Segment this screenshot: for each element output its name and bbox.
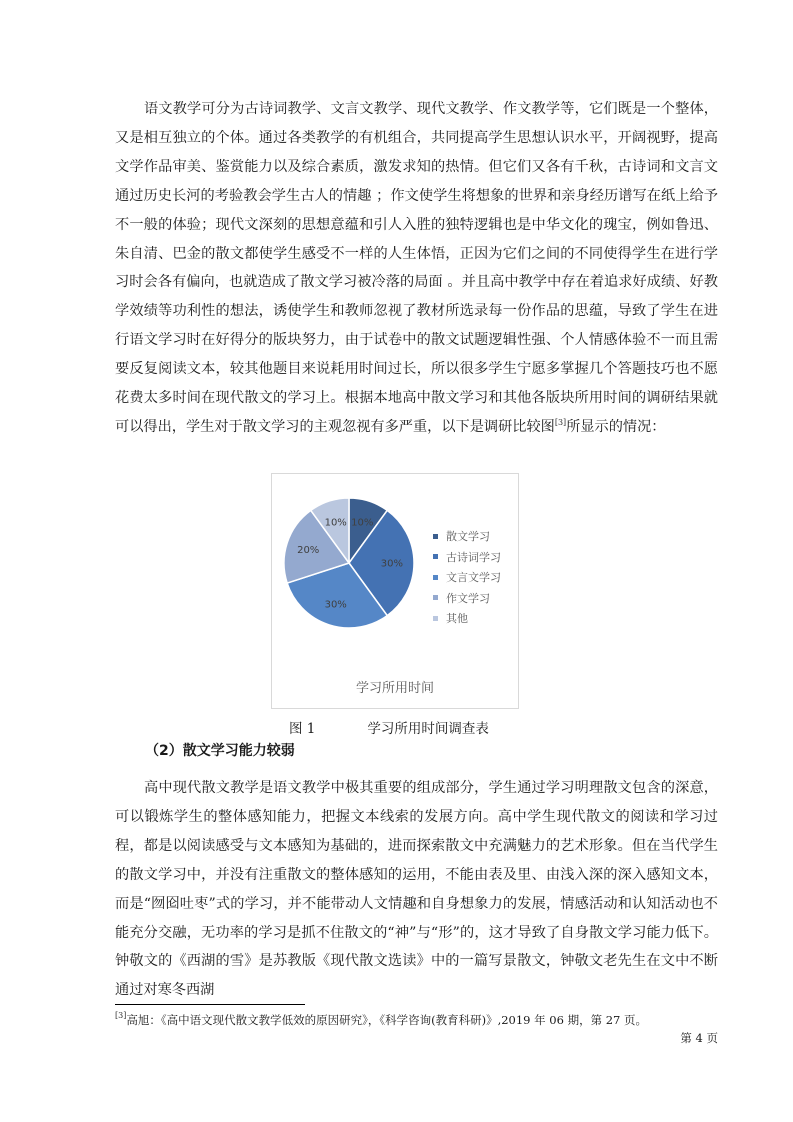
page-number: 第 4 页 [680,1031,718,1045]
chart-legend [433,526,501,629]
para1-text: 语文教学可分为古诗词教学、文言文教学、现代文教学、作文教学等，它们既是一个整体，又是相互独立的个体。通过各类教学的有机组合，共同提高学生思想认识水平，开阔视野，提高文学作品审美、鉴赏能力以及综合素质，激发求知的热情。但它们又各有千秋，古诗词和文言文通过历史长河的考验教会学生古人的情趣 ；作文使学生将想象的世界和亲身经历谱写在纸上给予不一般的体验；现代文深刻的思想意蕴和引人入胜的独特逻辑也是中华文化的瑰宝，例如鲁迅、朱自清、巴金的散文都使学生感受不一样的人生体悟，正因为它们之间的不同使得学生在进行学习时会各有偏向，也就造成了散文学习被冷落的局面 。并且高中教学中存在着追求好成绩、好教学效绩等功利性的想法，诱使学生和教师忽视了教材所选录每一份作品的思蕴，导致了学生在进行语文学习时在好得分的版块努力，由于试卷中的散文试题逻辑性强、个人情感体验不一而且需要反复阅读文本，较其他题目来说耗用时间过长，所以很多学生宁愿多掌握几个答题技巧也不愿花费太多时间在现代散文的学习上。根据本地高中散文学习和其他各版块所用时间的调研结果就可以得出，学生对于散文学习的主观忽视有多严重，以下是调研比较图 [115,101,718,435]
pie-slice-label-3: 30% [324,599,347,611]
footnote-text: 高旭：《高中语文现代散文教学低效的原因研究》，《科学咨询(教育科研)》,2019 年 06 期，第 27 页。 [126,1013,648,1027]
figure-title: 学习所用时间调查表 [367,721,489,737]
chart-title: 学习所用时间 [355,681,434,696]
pie-slice-label-5: 10% [324,517,347,529]
pie-slice-label-2: 30% [380,558,404,570]
footnote [115,1012,647,1028]
pie-slice-label-4: 20% [297,545,320,557]
legend-swatch [433,575,438,580]
body-paragraph-1 [115,95,718,442]
legend-swatch [433,616,438,621]
section-heading: （2）散文学习能力较弱 [145,743,295,759]
legend-label: 作文学习 [446,591,490,605]
legend-swatch [433,534,438,539]
legend-label: 散文学习 [446,530,490,544]
figure-caption [289,717,489,737]
legend-label: 其他 [446,612,468,626]
legend-item [433,547,501,568]
legend-label: 文言文学习 [446,571,501,585]
legend-item [433,567,501,588]
legend-swatch [433,554,438,559]
footnote-divider [115,1004,305,1005]
citation-ref[interactable]: [3] [554,417,567,427]
figure-label: 图 1 [289,721,316,737]
legend-label: 古诗词学习 [446,550,501,564]
pie-chart [271,473,519,709]
para1-tail: 所显示的情况： [566,418,666,435]
body-paragraph-2: 高中现代散文教学是语文教学中极其重要的组成部分，学生通过学习明理散文包含的深意，可以锻炼学生的整体感知能力，把握文本线索的发展方向。高中学生现代散文的阅读和学习过程，都是以阅读感受与文本感知为基础的，进而探索散文中充满魅力的艺术形象。但在当代学生的散文学习中，并没有注重散文的整体感知的运用，不能由表及里、由浅入深的深入感知文本，而是“囫囵吐枣”式的学习，并不能带动人文情趣和自身想象力的发展，情感活动和认知活动也不能充分交融，无功率的学习是抓不住散文的“神”与“形”的，这才导致了自身散文学习能力低下。钟敬文的《西湖的雪》是苏教版《现代散文选读》中的一篇写景散文，钟敬文老先生在文中不断通过对寒冬西湖 [115,780,718,999]
legend-item [433,588,501,609]
pie-slice-label-1: 10% [351,517,374,529]
legend-item [433,608,501,629]
footnote-ref: [3] [115,1011,127,1020]
legend-swatch [433,595,438,600]
legend-item [433,526,501,547]
